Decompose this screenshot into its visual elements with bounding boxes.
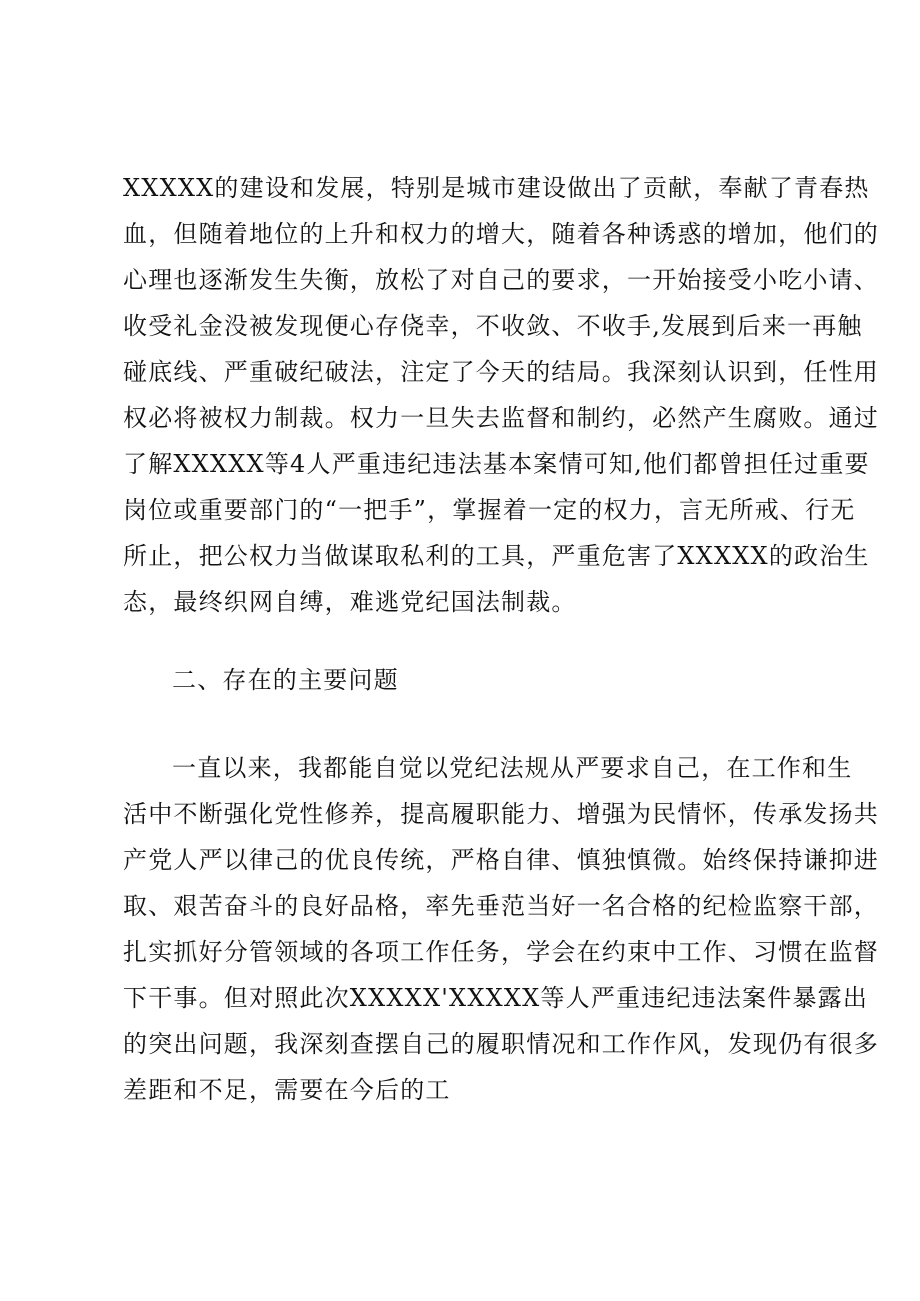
paragraph-1-line-6: 权必将被权力制裁。权力一旦失去监督和制约，必然产生腐败。通过 bbox=[123, 404, 879, 432]
paragraph-2-line-8: 差距和不足，需要在今后的工 bbox=[123, 1076, 451, 1104]
paragraph-2-line-3: 产党人严以律己的优良传统，严格自律、慎独慎微。始终保持谦抑进 bbox=[123, 846, 879, 874]
paragraph-2-line-4: 取、艰苦奋斗的良好品格，率先垂范当好一名合格的纪检监察干部， bbox=[123, 892, 879, 920]
paragraph-1-line-4: 收受礼金没被发现便心存侥幸，不收敛、不收手,发展到后来一再触 bbox=[123, 312, 863, 340]
paragraph-1-line-10: 态，最终织网自缚，难逃党纪国法制裁。 bbox=[123, 588, 577, 616]
paragraph-1-line-7: 了解XXXXX等4人严重违纪违法基本案情可知,他们都曾担任过重要 bbox=[123, 450, 870, 478]
paragraph-2-line-6: 下干事。但对照此次XXXXX'XXXXX等人严重违纪违法案件暴露出 bbox=[123, 984, 869, 1012]
paragraph-1-line-1: XXXXX的建设和发展，特别是城市建设做出了贡献，奉献了青春热 bbox=[123, 174, 870, 202]
paragraph-1-line-5: 碰底线、严重破纪破法，注定了今天的结局。我深刻认识到，任性用 bbox=[123, 358, 879, 386]
paragraph-1-line-2: 血，但随着地位的上升和权力的增大，随着各种诱惑的增加，他们的 bbox=[123, 220, 879, 248]
paragraph-1-line-8: 岗位或重要部门的“一把手”，掌握着一定的权力，言无所戒、行无 bbox=[123, 496, 856, 524]
paragraph-2-line-2: 活中不断强化党性修养，提高履职能力、增强为民情怀，传承发扬共 bbox=[123, 800, 879, 828]
paragraph-1-line-3: 心理也逐渐发生失衡，放松了对自己的要求，一开始接受小吃小请、 bbox=[123, 266, 879, 294]
paragraph-1-line-9: 所止，把公权力当做谋取私利的工具，严重危害了XXXXX的政治生 bbox=[123, 542, 870, 570]
paragraph-2-line-1: 一直以来，我都能自觉以党纪法规从严要求自己，在工作和生 bbox=[172, 754, 853, 782]
paragraph-2-line-7: 的突出问题，我深刻查摆自己的履职情况和工作作风，发现仍有很多 bbox=[123, 1030, 879, 1058]
paragraph-2-line-5: 扎实抓好分管领域的各项工作任务，学会在约束中工作、习惯在监督 bbox=[123, 938, 879, 966]
section-heading: 二、存在的主要问题 bbox=[172, 666, 399, 694]
